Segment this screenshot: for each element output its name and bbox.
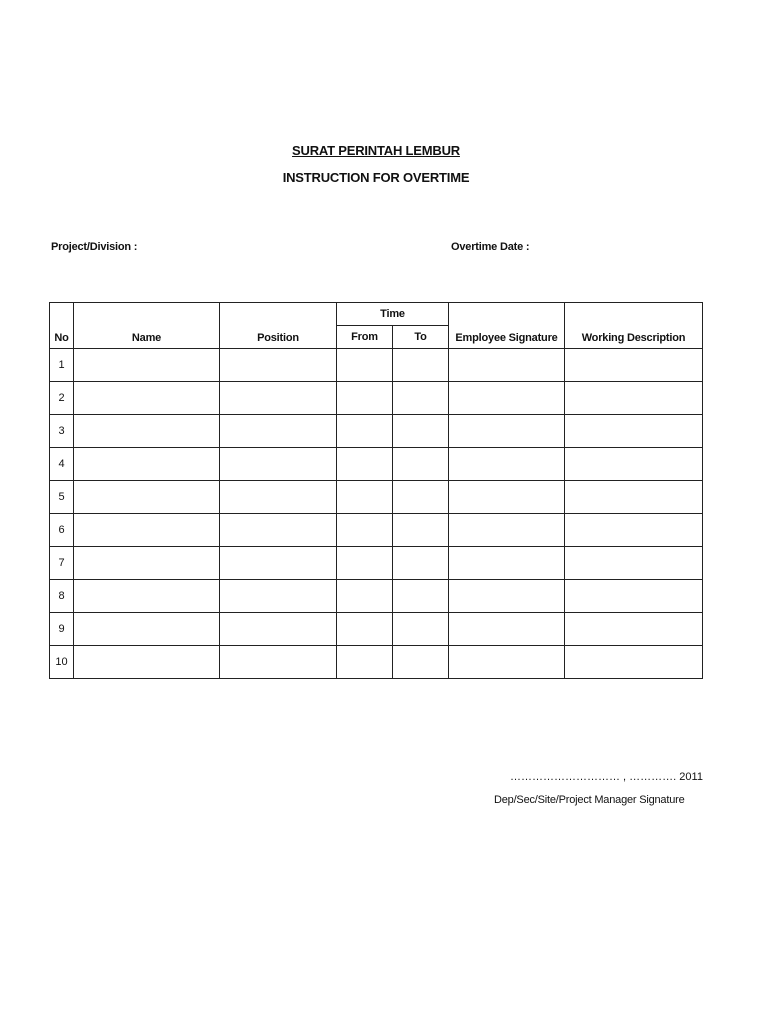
row-number: 2 <box>50 382 74 415</box>
employee-signature-cell[interactable] <box>449 481 565 514</box>
position-cell[interactable] <box>220 481 337 514</box>
time-from-cell[interactable] <box>337 514 393 547</box>
working-description-cell[interactable] <box>565 382 703 415</box>
overtime-date-label: Overtime Date : <box>451 241 530 253</box>
working-description-cell[interactable] <box>565 349 703 382</box>
name-cell[interactable] <box>74 415 220 448</box>
time-from-cell[interactable] <box>337 646 393 679</box>
employee-signature-cell[interactable] <box>449 613 565 646</box>
time-from-cell[interactable] <box>337 481 393 514</box>
name-cell[interactable] <box>74 613 220 646</box>
name-cell[interactable] <box>74 382 220 415</box>
table-row <box>50 580 703 613</box>
table-row <box>50 613 703 646</box>
column-header-working-description: Working Description <box>565 303 703 349</box>
working-description-cell[interactable] <box>565 415 703 448</box>
name-cell[interactable] <box>74 580 220 613</box>
row-number: 5 <box>50 481 74 514</box>
time-from-cell[interactable] <box>337 580 393 613</box>
time-from-cell[interactable] <box>337 448 393 481</box>
table-row <box>50 448 703 481</box>
name-cell[interactable] <box>74 547 220 580</box>
time-from-cell[interactable] <box>337 415 393 448</box>
position-cell[interactable] <box>220 415 337 448</box>
time-to-cell[interactable] <box>393 646 449 679</box>
position-cell[interactable] <box>220 382 337 415</box>
position-cell[interactable] <box>220 613 337 646</box>
position-cell[interactable] <box>220 448 337 481</box>
position-cell[interactable] <box>220 580 337 613</box>
table-row <box>50 415 703 448</box>
position-cell[interactable] <box>220 547 337 580</box>
position-cell[interactable] <box>220 514 337 547</box>
overtime-table <box>49 302 703 679</box>
name-cell[interactable] <box>74 514 220 547</box>
manager-signature-caption: Dep/Sec/Site/Project Manager Signature <box>494 794 685 806</box>
time-from-cell[interactable] <box>337 613 393 646</box>
column-header-from: From <box>337 326 393 349</box>
form-title-english: INSTRUCTION FOR OVERTIME <box>282 170 470 185</box>
employee-signature-cell[interactable] <box>449 547 565 580</box>
time-to-cell[interactable] <box>393 448 449 481</box>
table-row <box>50 646 703 679</box>
column-header-position: Position <box>220 303 337 349</box>
working-description-cell[interactable] <box>565 514 703 547</box>
table-row <box>50 481 703 514</box>
time-to-cell[interactable] <box>393 415 449 448</box>
working-description-cell[interactable] <box>565 547 703 580</box>
time-to-cell[interactable] <box>393 580 449 613</box>
name-cell[interactable] <box>74 448 220 481</box>
row-number: 7 <box>50 547 74 580</box>
column-header-time: Time <box>337 303 449 326</box>
row-number: 3 <box>50 415 74 448</box>
time-to-cell[interactable] <box>393 382 449 415</box>
employee-signature-cell[interactable] <box>449 646 565 679</box>
name-cell[interactable] <box>74 481 220 514</box>
working-description-cell[interactable] <box>565 448 703 481</box>
table-row <box>50 547 703 580</box>
time-to-cell[interactable] <box>393 481 449 514</box>
time-from-cell[interactable] <box>337 382 393 415</box>
name-cell[interactable] <box>74 646 220 679</box>
employee-signature-cell[interactable] <box>449 415 565 448</box>
employee-signature-cell[interactable] <box>449 382 565 415</box>
column-header-no: No <box>50 303 74 349</box>
employee-signature-cell[interactable] <box>449 580 565 613</box>
working-description-cell[interactable] <box>565 613 703 646</box>
time-to-cell[interactable] <box>393 547 449 580</box>
column-header-name: Name <box>74 303 220 349</box>
name-cell[interactable] <box>74 349 220 382</box>
time-to-cell[interactable] <box>393 349 449 382</box>
employee-signature-cell[interactable] <box>449 349 565 382</box>
working-description-cell[interactable] <box>565 580 703 613</box>
project-division-label: Project/Division : <box>51 241 138 253</box>
table-row <box>50 514 703 547</box>
time-from-cell[interactable] <box>337 349 393 382</box>
time-to-cell[interactable] <box>393 613 449 646</box>
signature-date-line: ………………………… , …………. 2011 <box>510 771 703 783</box>
row-number: 8 <box>50 580 74 613</box>
working-description-cell[interactable] <box>565 646 703 679</box>
column-header-employee-signature: Employee Signature <box>449 303 565 349</box>
position-cell[interactable] <box>220 349 337 382</box>
table-row <box>50 349 703 382</box>
row-number: 9 <box>50 613 74 646</box>
row-number: 4 <box>50 448 74 481</box>
row-number: 10 <box>50 646 74 679</box>
row-number: 6 <box>50 514 74 547</box>
working-description-cell[interactable] <box>565 481 703 514</box>
time-from-cell[interactable] <box>337 547 393 580</box>
table-row <box>50 382 703 415</box>
row-number: 1 <box>50 349 74 382</box>
time-to-cell[interactable] <box>393 514 449 547</box>
employee-signature-cell[interactable] <box>449 514 565 547</box>
employee-signature-cell[interactable] <box>449 448 565 481</box>
form-title-indonesian: SURAT PERINTAH LEMBUR <box>292 143 460 158</box>
position-cell[interactable] <box>220 646 337 679</box>
column-header-to: To <box>393 326 449 349</box>
